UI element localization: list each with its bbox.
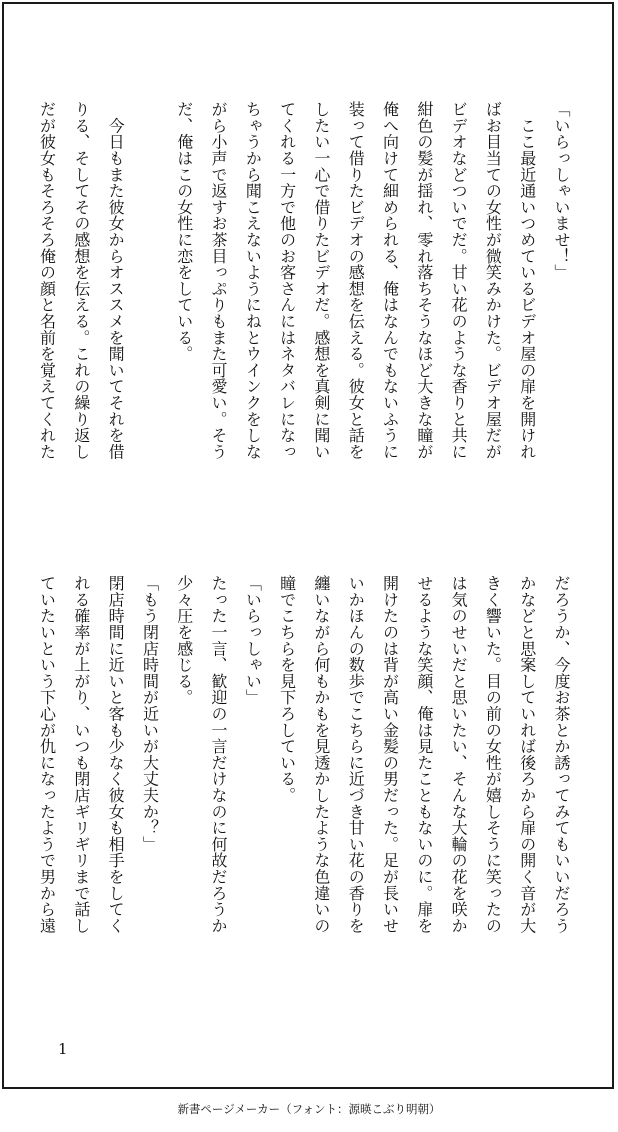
text-line: 紺色の髪が揺れ、零れ落ちそうなほど大きな瞳が [414, 101, 434, 460]
text-line: 今日もまた彼女からオススメを聞いてそれを借 [106, 101, 126, 460]
text-line: てくれる一方で他のお客さんにはネタバレになっ [277, 101, 297, 460]
text-line: 「いらっしゃいませ！」 [552, 101, 571, 281]
text-line: 「いらっしゃい」 [243, 575, 263, 706]
text-line: 「もう閉店時間が近いが大丈夫か？」 [140, 575, 160, 853]
text-line: ちゃうから聞こえないようにねとウインクをしな [243, 101, 263, 460]
text-line: 纏いながら何もかもを見透かしたような色違いの [311, 575, 331, 934]
text-line: だが彼女もそろそろ俺の顔と名前を覚えてくれた [37, 101, 57, 460]
text-line: ばお目当ての女性が微笑みかけた。ビデオ屋だが [483, 101, 503, 460]
text-line: したい一心で借りたビデオだ。感想を真剣に聞い [311, 101, 331, 460]
text-line: 瞳でこちらを見下ろしている。 [277, 575, 297, 804]
page-frame [2, 2, 614, 1089]
text-line: 俺へ向けて細められる、俺はなんでもないふうに [380, 101, 400, 460]
text-line: せるような笑顔、俺は見たこともないのに。扉を [414, 575, 434, 934]
text-line: だろうか、今度お茶とか誘ってみてもいいだろう [552, 575, 571, 934]
text-line: かなどと思案していれば後ろから扉の開く音が大 [517, 575, 537, 934]
text-line: 閉店時間に近いと客も少なく彼女も相手をしてく [106, 575, 126, 934]
footer-caption: 新書ページメーカー（フォント：源暎こぶり明朝） [177, 1102, 441, 1116]
text-line: ていたいという下心が仇になったようで男から遠 [37, 575, 57, 934]
text-line: がら小声で返すお茶目っぷりもまた可愛い。そう [209, 101, 229, 460]
text-line: 少々圧を感じる。 [174, 575, 194, 706]
text-line: たった一言、歓迎の一言だけなのに何故だろうか [209, 575, 229, 934]
text-line: は気のせいだと思いたい、そんな大輪の花を咲か [449, 575, 469, 934]
lower-text-block [37, 575, 578, 995]
text-line: 開けたのは背が高い金髪の男だった。足が長いせ [380, 575, 400, 934]
text-line: ビデオなどついでだ。甘い花のような香りと共に [449, 101, 469, 460]
page-number: 1 [58, 1040, 68, 1058]
text-line: いかほんの数歩でこちらに近づき甘い花の香りを [346, 575, 366, 934]
text-line: だ、俺はこの女性に恋をしている。 [174, 101, 194, 362]
text-line: りる、そしてその感想を伝える。これの繰り返し [71, 101, 91, 460]
text-line: きく響いた。目の前の女性が嬉しそうに笑ったの [483, 575, 503, 934]
text-line: ここ最近通いつめているビデオ屋の扉を開けれ [517, 101, 537, 460]
text-line: 装って借りたビデオの感想を伝える。彼女と話を [346, 101, 366, 460]
upper-text-block [37, 101, 578, 531]
text-line: れる確率が上がり、いつも閉店ギリギリまで話し [71, 575, 91, 934]
